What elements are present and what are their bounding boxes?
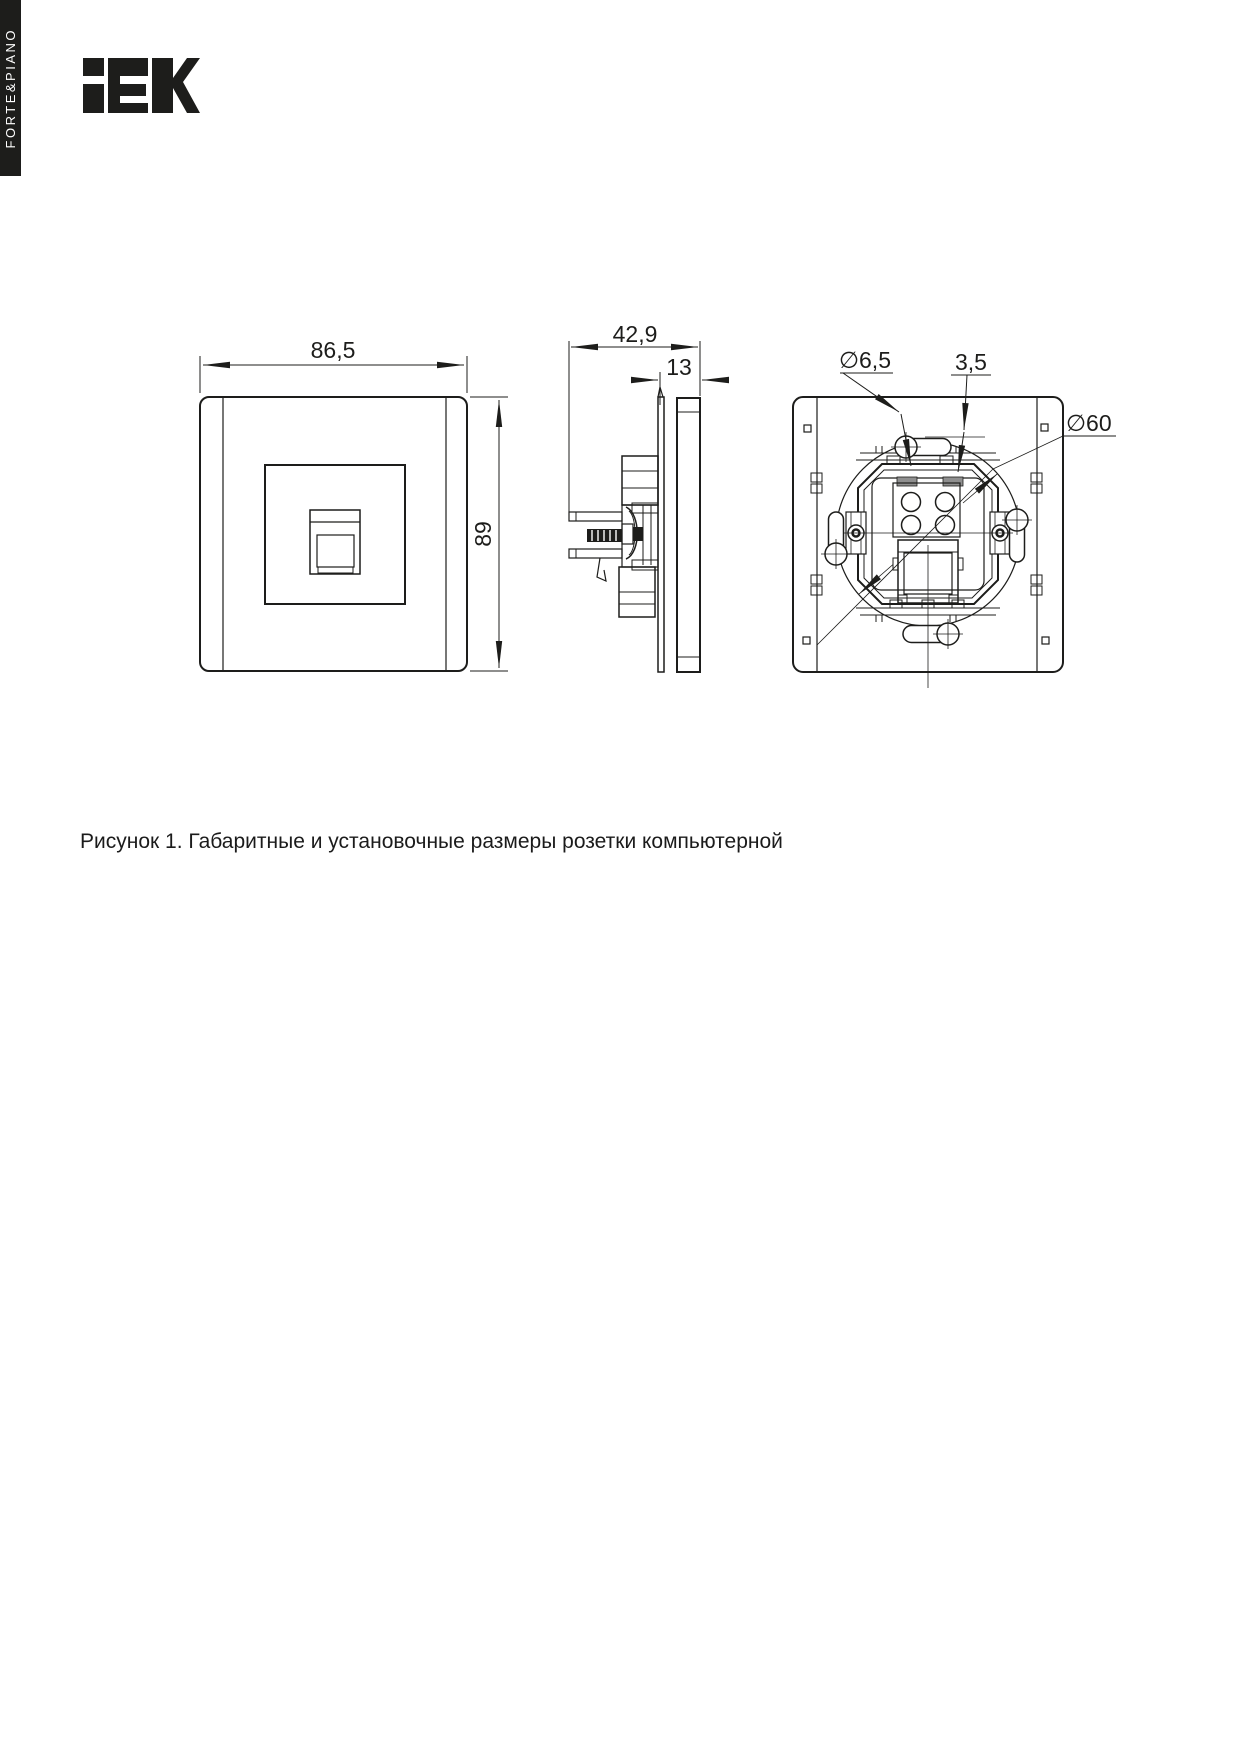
front-height-dimension — [470, 397, 508, 671]
rear-hole-diameter-label: ∅6,5 — [838, 347, 892, 373]
side-frame-depth-label: 13 — [666, 354, 692, 380]
side-support-plate — [658, 397, 664, 672]
side-depth-dimension — [569, 321, 700, 515]
side-mechanism — [569, 456, 658, 617]
figure-caption: Рисунок 1. Габаритные и установочные размеры розетки компьютерной — [80, 830, 783, 853]
front-height-label: 89 — [470, 521, 496, 547]
front-view — [200, 337, 508, 671]
rj45-jack — [310, 510, 360, 574]
iek-logo — [83, 58, 200, 113]
front-width-label: 86,5 — [310, 337, 356, 363]
rear-slot-width-label: 3,5 — [955, 349, 987, 375]
front-width-dimension — [200, 337, 467, 393]
rear-view — [793, 347, 1116, 688]
rear-slot-width-leader — [951, 349, 991, 472]
keyhole-slot-bottom — [903, 619, 963, 649]
rear-box-diameter-label: ∅60 — [1066, 410, 1112, 436]
terminal-block — [893, 483, 960, 537]
side-depth-label: 42,9 — [612, 321, 658, 347]
front-plate — [200, 397, 467, 671]
side-cover-plate — [677, 398, 700, 672]
side-view — [569, 321, 724, 672]
brand-sidebar-label: FORTE&PIANO — [3, 27, 18, 149]
